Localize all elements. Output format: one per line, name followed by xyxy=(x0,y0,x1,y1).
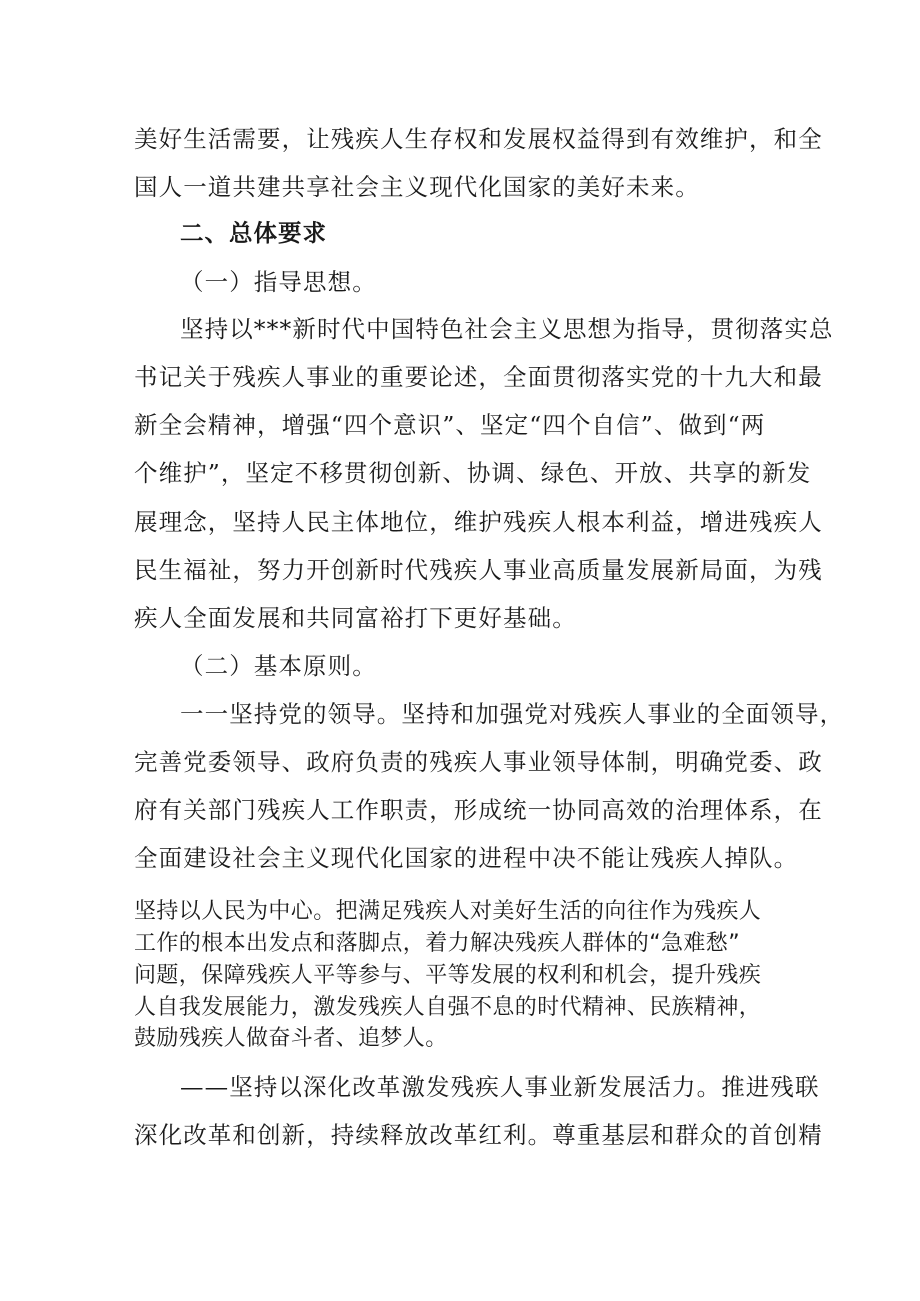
text-line: 展理念，坚持人民主体地位，维护残疾人根本利益，增进残疾人 xyxy=(134,508,823,536)
text-line: 完善党委领导、政府负责的残疾人事业领导体制，明确党委、政 xyxy=(134,748,823,776)
text-line: 一一坚持党的领导。坚持和加强党对残疾人事业的全面领导， xyxy=(180,700,845,728)
text-line: 深化改革和创新，持续释放改革红利。尊重基层和群众的首创精 xyxy=(134,1121,823,1149)
text-line: 全面建设社会主义现代化国家的进程中决不能让残疾人掉队。 xyxy=(134,844,799,872)
subsection-heading: （二）基本原则。 xyxy=(180,652,377,680)
subsection-heading: （一）指导思想。 xyxy=(180,268,377,296)
text-line: 个维护”，坚定不移贯彻创新、协调、绿色、开放、共享的新发 xyxy=(134,459,812,487)
text-line: 坚持以***新时代中国特色社会主义思想为指导，贯彻落实总 xyxy=(180,315,834,343)
text-line: ——坚持以深化改革激发残疾人事业新发展活力。推进残联 xyxy=(180,1073,820,1101)
section-heading: 二、总体要求 xyxy=(180,219,327,247)
text-line: 工作的根本出发点和落脚点，着力解决残疾人群体的“急难愁” xyxy=(134,931,740,956)
text-line: 疾人全面发展和共同富裕打下更好基础。 xyxy=(134,604,577,632)
text-line: 国人一道共建共享社会主义现代化国家的美好未来。 xyxy=(134,173,700,201)
text-line: 问题，保障残疾人平等参与、平等发展的权利和机会，提升残疾 xyxy=(134,963,762,988)
text-line: 鼓励残疾人做奋斗者、追梦人。 xyxy=(134,1026,448,1051)
text-line: 新全会精神，增强“四个意识”、坚定“四个自信”、做到“两 xyxy=(134,411,766,439)
text-line: 人自我发展能力，激发残疾人自强不息的时代精神、民族精神， xyxy=(134,995,762,1020)
text-line: 书记关于残疾人事业的重要论述，全面贯彻落实党的十九大和最 xyxy=(134,363,823,391)
text-line: 府有关部门残疾人工作职责，形成统一协同高效的治理体系，在 xyxy=(134,796,823,824)
text-line: 坚持以人民为中心。把满足残疾人对美好生活的向往作为残疾人 xyxy=(134,899,762,924)
text-line: 民生福祉，努力开创新时代残疾人事业高质量发展新局面，为残 xyxy=(134,556,823,584)
text-line: 美好生活需要，让残疾人生存权和发展权益得到有效维护，和全 xyxy=(134,125,823,153)
